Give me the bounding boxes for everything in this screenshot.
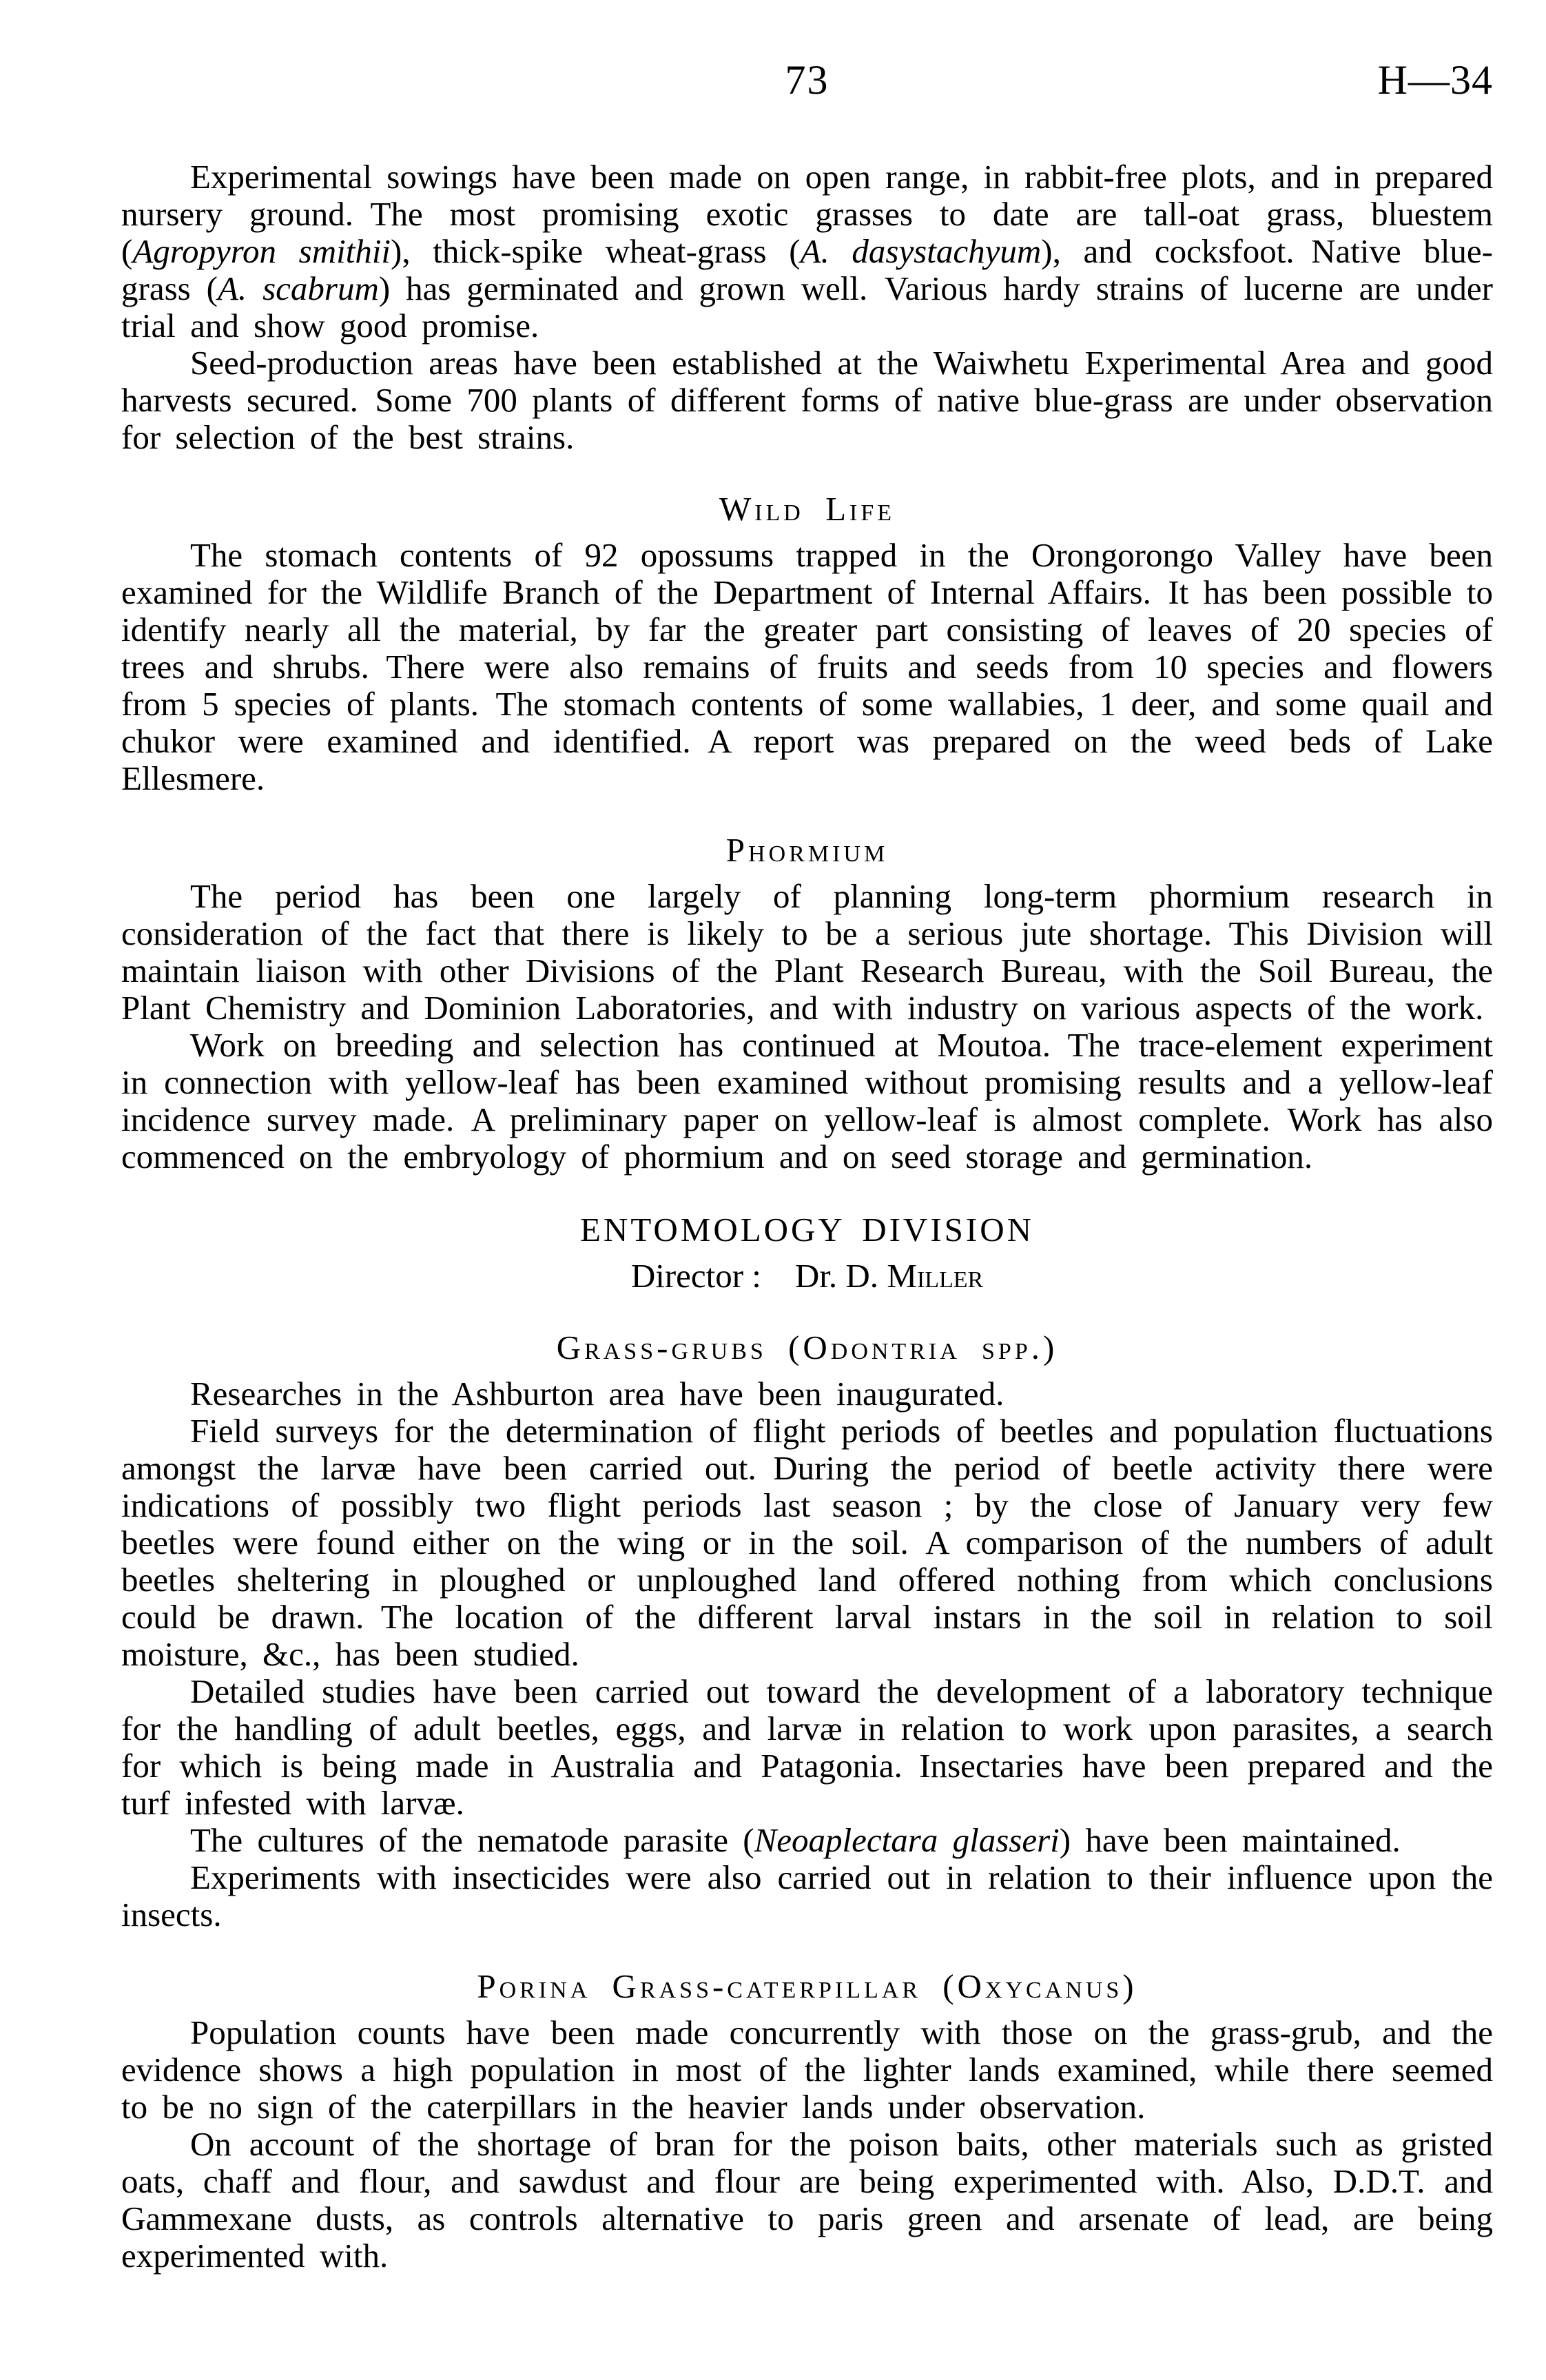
text-run: The stomach contents of 92 opossums trapped in the Orongorongo Valley have been examined for the Wildlife Branch of the Department of Internal Affairs. It has been possible to identify nearly all the material, by far the greater part consisting of leaves of 20 species of trees and shrubs. There were also remains of fruits and seeds from 10 species and flowers from 5 species of plants. The stomach contents of some wallabies, 1 deer, and some quail and chukor were examined and identified. A report was prepared on the weed beds of Lake Ellesmere. — [121, 536, 1493, 797]
paragraph-population-counts — [121, 2014, 1493, 2126]
text-run: Experimental sowings have been made on open range, in rabbit-free plots, and in prepared nursery ground. The most promising exotic grasses to date are tall-oat grass, bluestem ( — [121, 158, 1493, 270]
text-run: Experiments with insecticides were also carried out in relation to their influence upon the insects. — [121, 1858, 1493, 1933]
division-heading-entomology: ENTOMOLOGY DIVISION — [580, 1211, 1034, 1249]
director-line — [121, 1258, 1493, 1295]
text-run: Detailed studies have been carried out toward the development of a laboratory technique for the handling of adult beetles, eggs, and larvæ in relation to work upon parasites, a search for which is being made in Australia and Patagonia. Insectaries have been prepared and the turf infested with larvæ. — [121, 1672, 1493, 1822]
text-run: ) has germinated and grown well. Various hardy strains of lucerne are under trial and show good promise. — [121, 269, 1493, 345]
text-run: Researches in the Ashburton area have been inaugurated. — [190, 1375, 1004, 1413]
text-run: Field surveys for the determination of flight periods of beetles and population fluctuations amongst the larvæ have been carried out. During the period of beetle activity there were indications of possibly two flight periods last season ; by the close of January very few beetles were found either on the wing or in the soil. A comparison of the numbers of adult beetles sheltering in ploughed or unploughed land offered nothing from which conclusions could be drawn. The location of the different larval instars in the soil in relation to soil moisture, &c., has been studied. — [121, 1412, 1493, 1673]
paragraph-laboratory-technique — [121, 1673, 1493, 1822]
text-run: The cultures of the nematode parasite ( — [190, 1821, 754, 1859]
text-run: Miller — [887, 1257, 984, 1295]
paragraph-poison-baits — [121, 2126, 1493, 2275]
paragraph-nematode-cultures — [121, 1822, 1493, 1859]
paragraph-breeding-selection — [121, 1027, 1493, 1176]
text-run: Seed-production areas have been established at the Waiwhetu Experimental Area and good harvests secured. Some 700 plants of different forms of native blue-grass are under observation for selection of the best strains. — [121, 344, 1493, 456]
report-reference: H—34 — [1377, 57, 1493, 103]
paragraph-seed-production — [121, 345, 1493, 456]
section-heading-porina: Porina Grass-caterpillar (Oxycanus) — [477, 1967, 1137, 2005]
paragraph-insecticide-experiments — [121, 1859, 1493, 1933]
text-run: Population counts have been made concurrently with those on the grass-grub, and the evidence shows a high population in most of the lighter lands examined, while there seemed to be no sign of the caterpillars in the heavier lands under observation. — [121, 2013, 1493, 2126]
text-run: ), and cocksfoot. Native blue-grass ( — [121, 232, 1493, 307]
section-heading-phormium: Phormium — [725, 831, 889, 869]
text-run: On account of the shortage of bran for the poison baits, other materials such as gristed oats, chaff and flour, and sawdust and flour are being experimented with. Also, D.D.T. and Gammexane dusts, as controls alternative to paris green and arsenate of lead, are being experimented with. — [121, 2125, 1493, 2275]
species-name: Agropyron smithii — [132, 232, 391, 270]
text-run: ), thick-spike wheat-grass ( — [391, 232, 801, 270]
paragraph-ashburton-researches — [121, 1375, 1493, 1413]
text-run: The period has been one largely of planning long-term phormium research in consideration of the fact that there is likely to be a serious jute shortage. This Division will maintain liaison with other Divisions of the Plant Research Bureau, with the Soil Bureau, the Plant Chemistry and Dominion Laboratories, and with industry on various aspects of the work. — [121, 877, 1493, 1027]
section-heading-wild-life: Wild Life — [719, 490, 896, 528]
section-heading-grass-grubs: Grass-grubs (Odontria spp.) — [556, 1329, 1058, 1366]
paragraph-experimental-sowings — [121, 158, 1493, 345]
paragraph-field-surveys — [121, 1413, 1493, 1673]
paragraph-opossum-stomach-contents — [121, 537, 1493, 797]
page-content — [121, 58, 1493, 2275]
species-name: Neoaplectara glasseri — [754, 1821, 1060, 1859]
page-number: 73 — [785, 57, 829, 103]
species-name: A. scabrum — [217, 269, 379, 307]
species-name: A. dasystachyum — [800, 232, 1042, 270]
paragraph-phormium-planning — [121, 878, 1493, 1027]
text-run: ) have been maintained. — [1059, 1821, 1401, 1859]
text-run: Director : Dr. D. — [630, 1257, 887, 1295]
running-header — [121, 58, 1493, 102]
text-run: Work on breeding and selection has continued at Moutoa. The trace-element experiment in connection with yellow-leaf has been examined without promising results and a yellow-leaf incidence survey made. A preliminary paper on yellow-leaf is almost complete. Work has also commenced on the embryology of phormium and on seed storage and germination. — [121, 1026, 1493, 1176]
